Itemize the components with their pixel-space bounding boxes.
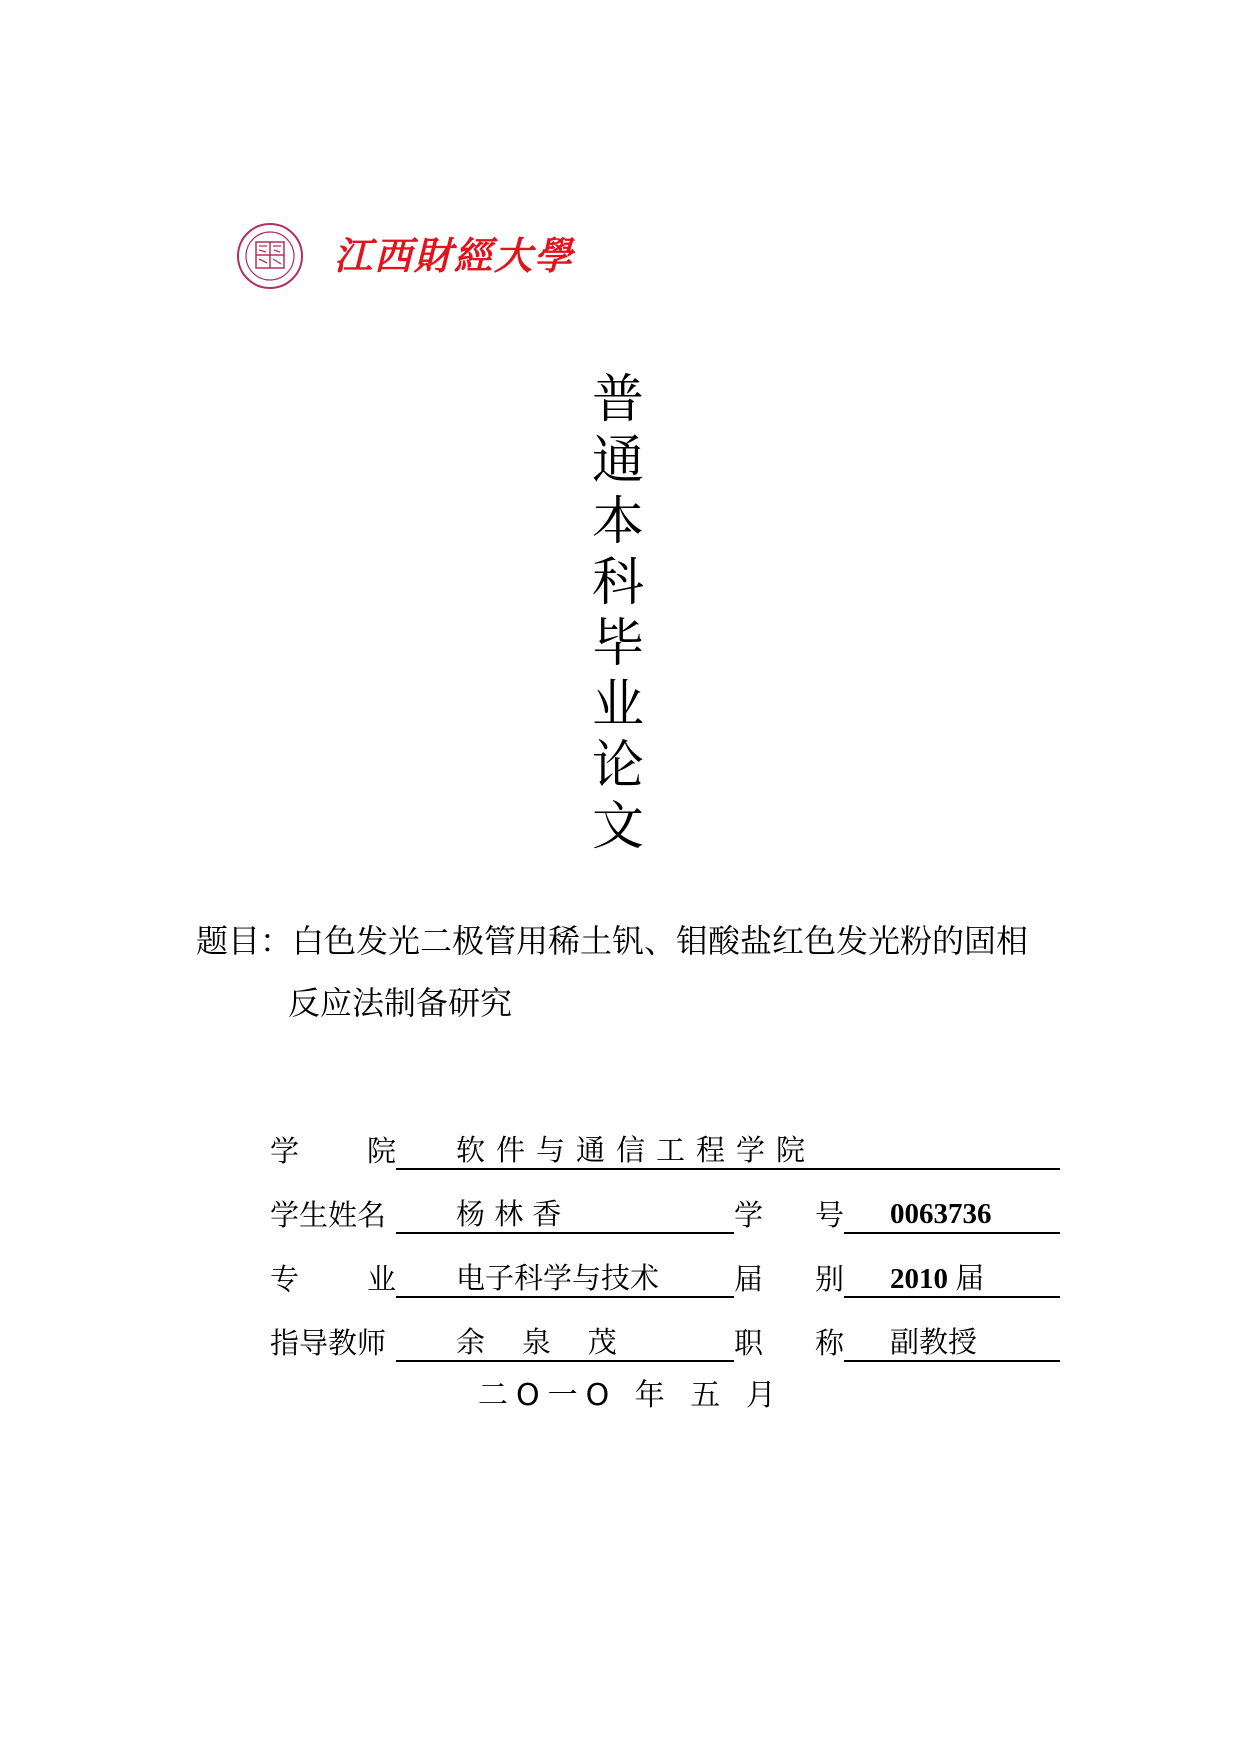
name-label: 学生姓名 (270, 1198, 387, 1232)
title-char: 本 (591, 492, 644, 552)
class-label: 届 别 (734, 1262, 844, 1296)
class-value (844, 1258, 1060, 1298)
thesis-subject (196, 910, 1076, 1034)
title-char: 业 (591, 675, 644, 735)
university-name: 江西財經大學 (334, 233, 575, 278)
title-char: 毕 (591, 614, 644, 674)
title-value: 副教授 (844, 1322, 1060, 1362)
title-char: 文 (591, 797, 644, 857)
advisor-name: 余 泉 茂 (456, 1325, 617, 1359)
advisor-label: 指导教师 (270, 1326, 387, 1360)
subject-line-2: 反应法制备研究 (288, 984, 513, 1022)
id-value: 0063736 (844, 1194, 1060, 1234)
college-value: 软件与通信工程学院 (396, 1130, 1060, 1170)
major-label: 专 业 (270, 1262, 396, 1296)
name-value: 杨 林 香 (396, 1194, 734, 1234)
advisor-value (396, 1322, 734, 1362)
university-header (236, 222, 574, 290)
name-row (270, 1170, 1060, 1234)
subject-line-1: 题目：白色发光二极管用稀土钒、钼酸盐红色发光粉的固相 (196, 922, 1029, 960)
id-label: 学 号 (734, 1198, 844, 1232)
title-label: 职 称 (734, 1326, 844, 1360)
major-value: 电子科学与技术 (396, 1258, 734, 1298)
college-row (270, 1106, 1060, 1170)
major-row (270, 1234, 1060, 1298)
college-label: 学 院 (270, 1134, 396, 1168)
title-char: 科 (591, 553, 644, 613)
thesis-type-title (588, 370, 648, 858)
title-char: 通 (591, 431, 644, 491)
student-info-table (270, 1106, 1060, 1362)
title-char: 论 (591, 736, 644, 796)
title-char: 普 (591, 370, 644, 430)
submission-date: 二O一O 年 五 月 (478, 1378, 784, 1413)
class-year: 2010 (890, 1263, 948, 1295)
university-seal-icon (236, 222, 304, 290)
class-suffix: 届 (955, 1261, 985, 1295)
advisor-row (270, 1298, 1060, 1362)
